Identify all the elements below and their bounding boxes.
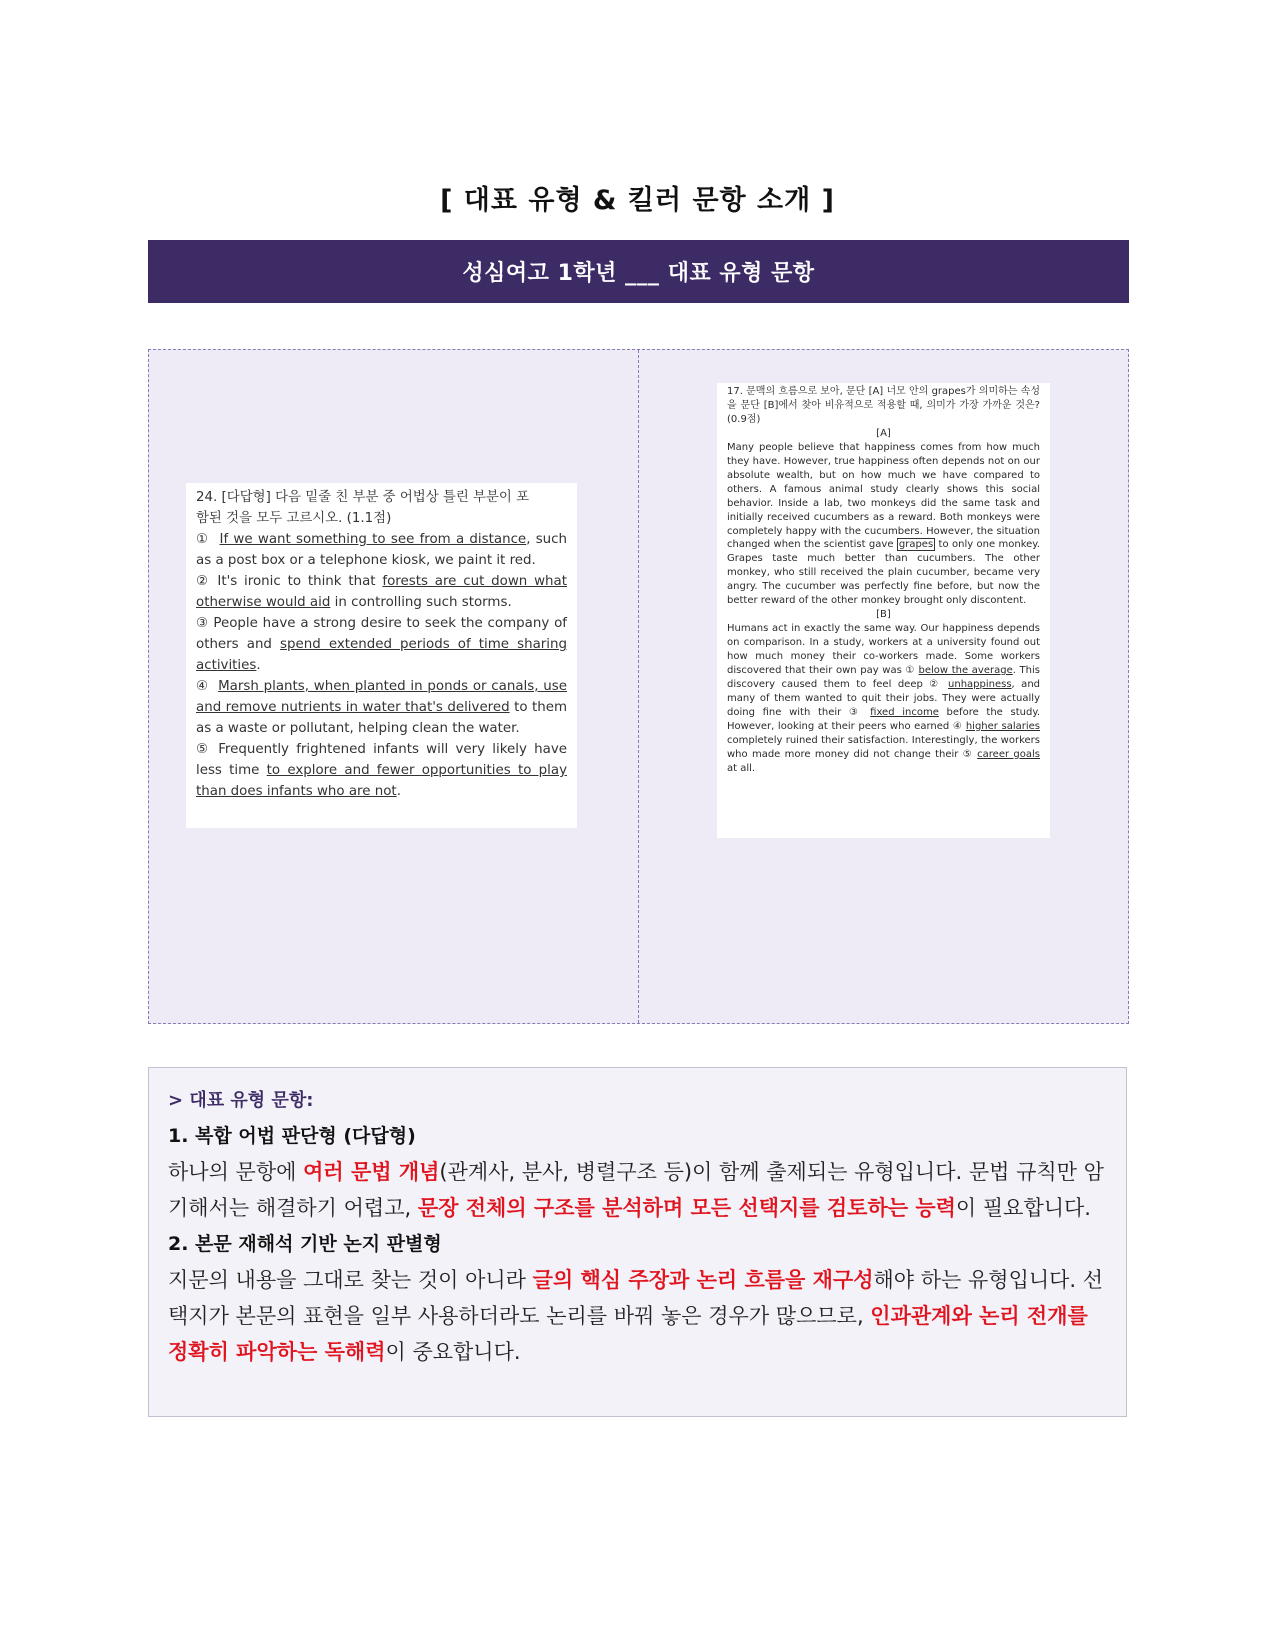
option-1: ① If we want something to see from a distance, such as a post box or a telephone kiosk, we paint it red. xyxy=(196,532,568,568)
option-4-underlined: Marsh plants, when planted in ponds or canals, use and remove nutrients in water that's delivered xyxy=(196,679,567,715)
right-question-panel xyxy=(639,350,1128,1023)
option-4: ④ Marsh plants, when planted in ponds or canals, use and remove nutrients in water that's delivered to them as a waste or pollutant, helping clean the water. xyxy=(196,679,567,736)
grammar-question-image xyxy=(186,483,577,828)
option-2: ② It's ironic to think that forests are cut down what otherwise would aid in controlling such storms. xyxy=(196,574,567,610)
reading-question-image xyxy=(717,383,1050,838)
question-24-header: 24. [다답형] 다음 밑줄 친 부분 중 어법상 틀린 부분이 포 함된 것을 모두 고르시오. (1.1점) xyxy=(196,490,530,526)
paragraph-a: Many people believe that happiness comes from how much they have. However, true happiness often depends not on our absolute wealth, but on how much we have compared to others. A famous animal study clearly shows this social behavior. Inside a lab, two monkeys did the same task and initially received cucumbers as a reward. Both monkeys were completely happy with the cucumbers. However, the situation changed when the scientist gave grapes to only one monkey. Grapes taste much better than cucumbers. The other monkey, who still received the plain cucumber, became very angry. The cucumber was perfectly fine before, but now the better reward of the other monkey brought only discontent. xyxy=(727,441,1040,607)
paragraph-b-label: [B] xyxy=(876,609,891,621)
type-2-highlight-1: 글의 핵심 주장과 논리 흐름을 재구성 xyxy=(532,1268,874,1292)
type-1-text: 하나의 문항에 여러 문법 개념(관계사, 분사, 병렬구조 등)이 함께 출제되는 유형입니다. 문법 규칙만 암기해서는 해결하기 어렵고, 문장 전체의 구조를 분석하며 모든 선택지를 검토하는 능력이 필요합니다. xyxy=(168,1160,1104,1220)
option-1-underlined: If we want something to see from a distance xyxy=(219,532,527,547)
type-2-highlight-2: 인과관계와 논리 전개를 정확히 파악하는 독해력 xyxy=(168,1304,1088,1364)
description-box xyxy=(148,1067,1127,1417)
choice-5-underlined: career goals xyxy=(977,748,1040,760)
type-2-text: 지문의 내용을 그대로 찾는 것이 아니라 글의 핵심 주장과 논리 흐름을 재구성해야 하는 유형입니다. 선택지가 본문의 표현을 일부 사용하더라도 논리를 바꿔 놓은 경우가 많으므로, 인과관계와 논리 전개를 정확히 파악하는 독해력이 중요합니다. xyxy=(168,1268,1104,1364)
option-2-underlined: forests are cut down what otherwise would aid xyxy=(196,574,567,610)
left-question-panel xyxy=(149,350,639,1023)
option-3-underlined: spend extended periods of time sharing activities xyxy=(196,637,567,673)
type-2-title: 2. 본문 재해석 기반 논지 판별형 xyxy=(168,1233,442,1255)
option-5-underlined: to explore and fewer opportunities to play than does infants who are not xyxy=(196,763,567,799)
option-5: ⑤ Frequently frightened infants will very likely have less time to explore and fewer opportunities to play than does infants who are not. xyxy=(196,742,567,799)
page-title: [ 대표 유형 & 킬러 문항 소개 ] xyxy=(440,185,835,216)
description-heading: > 대표 유형 문항: xyxy=(168,1090,314,1111)
section-banner xyxy=(148,240,1129,303)
question-17-header: 17. 문맥의 흐름으로 보아, 문단 [A] 너모 안의 grapes가 의미하는 속성을 문단 [B]에서 찾아 비유적으로 적용할 때, 의미가 가장 가까운 것은? (0.9점) xyxy=(727,386,1040,425)
option-3: ③ People have a strong desire to seek the company of others and spend extended periods of time sharing activities. xyxy=(196,616,567,673)
choice-3-underlined: fixed income xyxy=(870,706,939,718)
type-1-highlight-2: 문장 전체의 구조를 분석하며 모든 선택지를 검토하는 능력 xyxy=(417,1196,956,1220)
boxed-word-grapes: grapes xyxy=(898,539,934,551)
paragraph-b: Humans act in exactly the same way. Our happiness depends on comparison. In a study, workers at a university found out how much money their co-workers made. Some workers discovered that their own pay was ① below the average. This discovery caused them to feel deep ② unhappiness, and many of them wanted to quit their jobs. They were actually doing fine with their ③ fixed income before the study. However, looking at their peers who earned ④ higher salaries completely ruined their satisfaction. Interestingly, the workers who made more money did not change their ⑤ career goals at all. xyxy=(727,623,1041,774)
type-1-highlight-1: 여러 문법 개념 xyxy=(303,1160,440,1184)
banner-title: 성심여고 1학년 ___ 대표 유형 문항 xyxy=(462,261,815,286)
paragraph-a-label: [A] xyxy=(876,427,891,439)
choice-2-underlined: unhappiness xyxy=(948,679,1012,691)
question-image-panel xyxy=(148,349,1129,1024)
choice-4-underlined: higher salaries xyxy=(965,720,1040,732)
type-1-title: 1. 복합 어법 판단형 (다답형) xyxy=(168,1125,416,1147)
choice-1-underlined: below the average xyxy=(918,665,1013,677)
